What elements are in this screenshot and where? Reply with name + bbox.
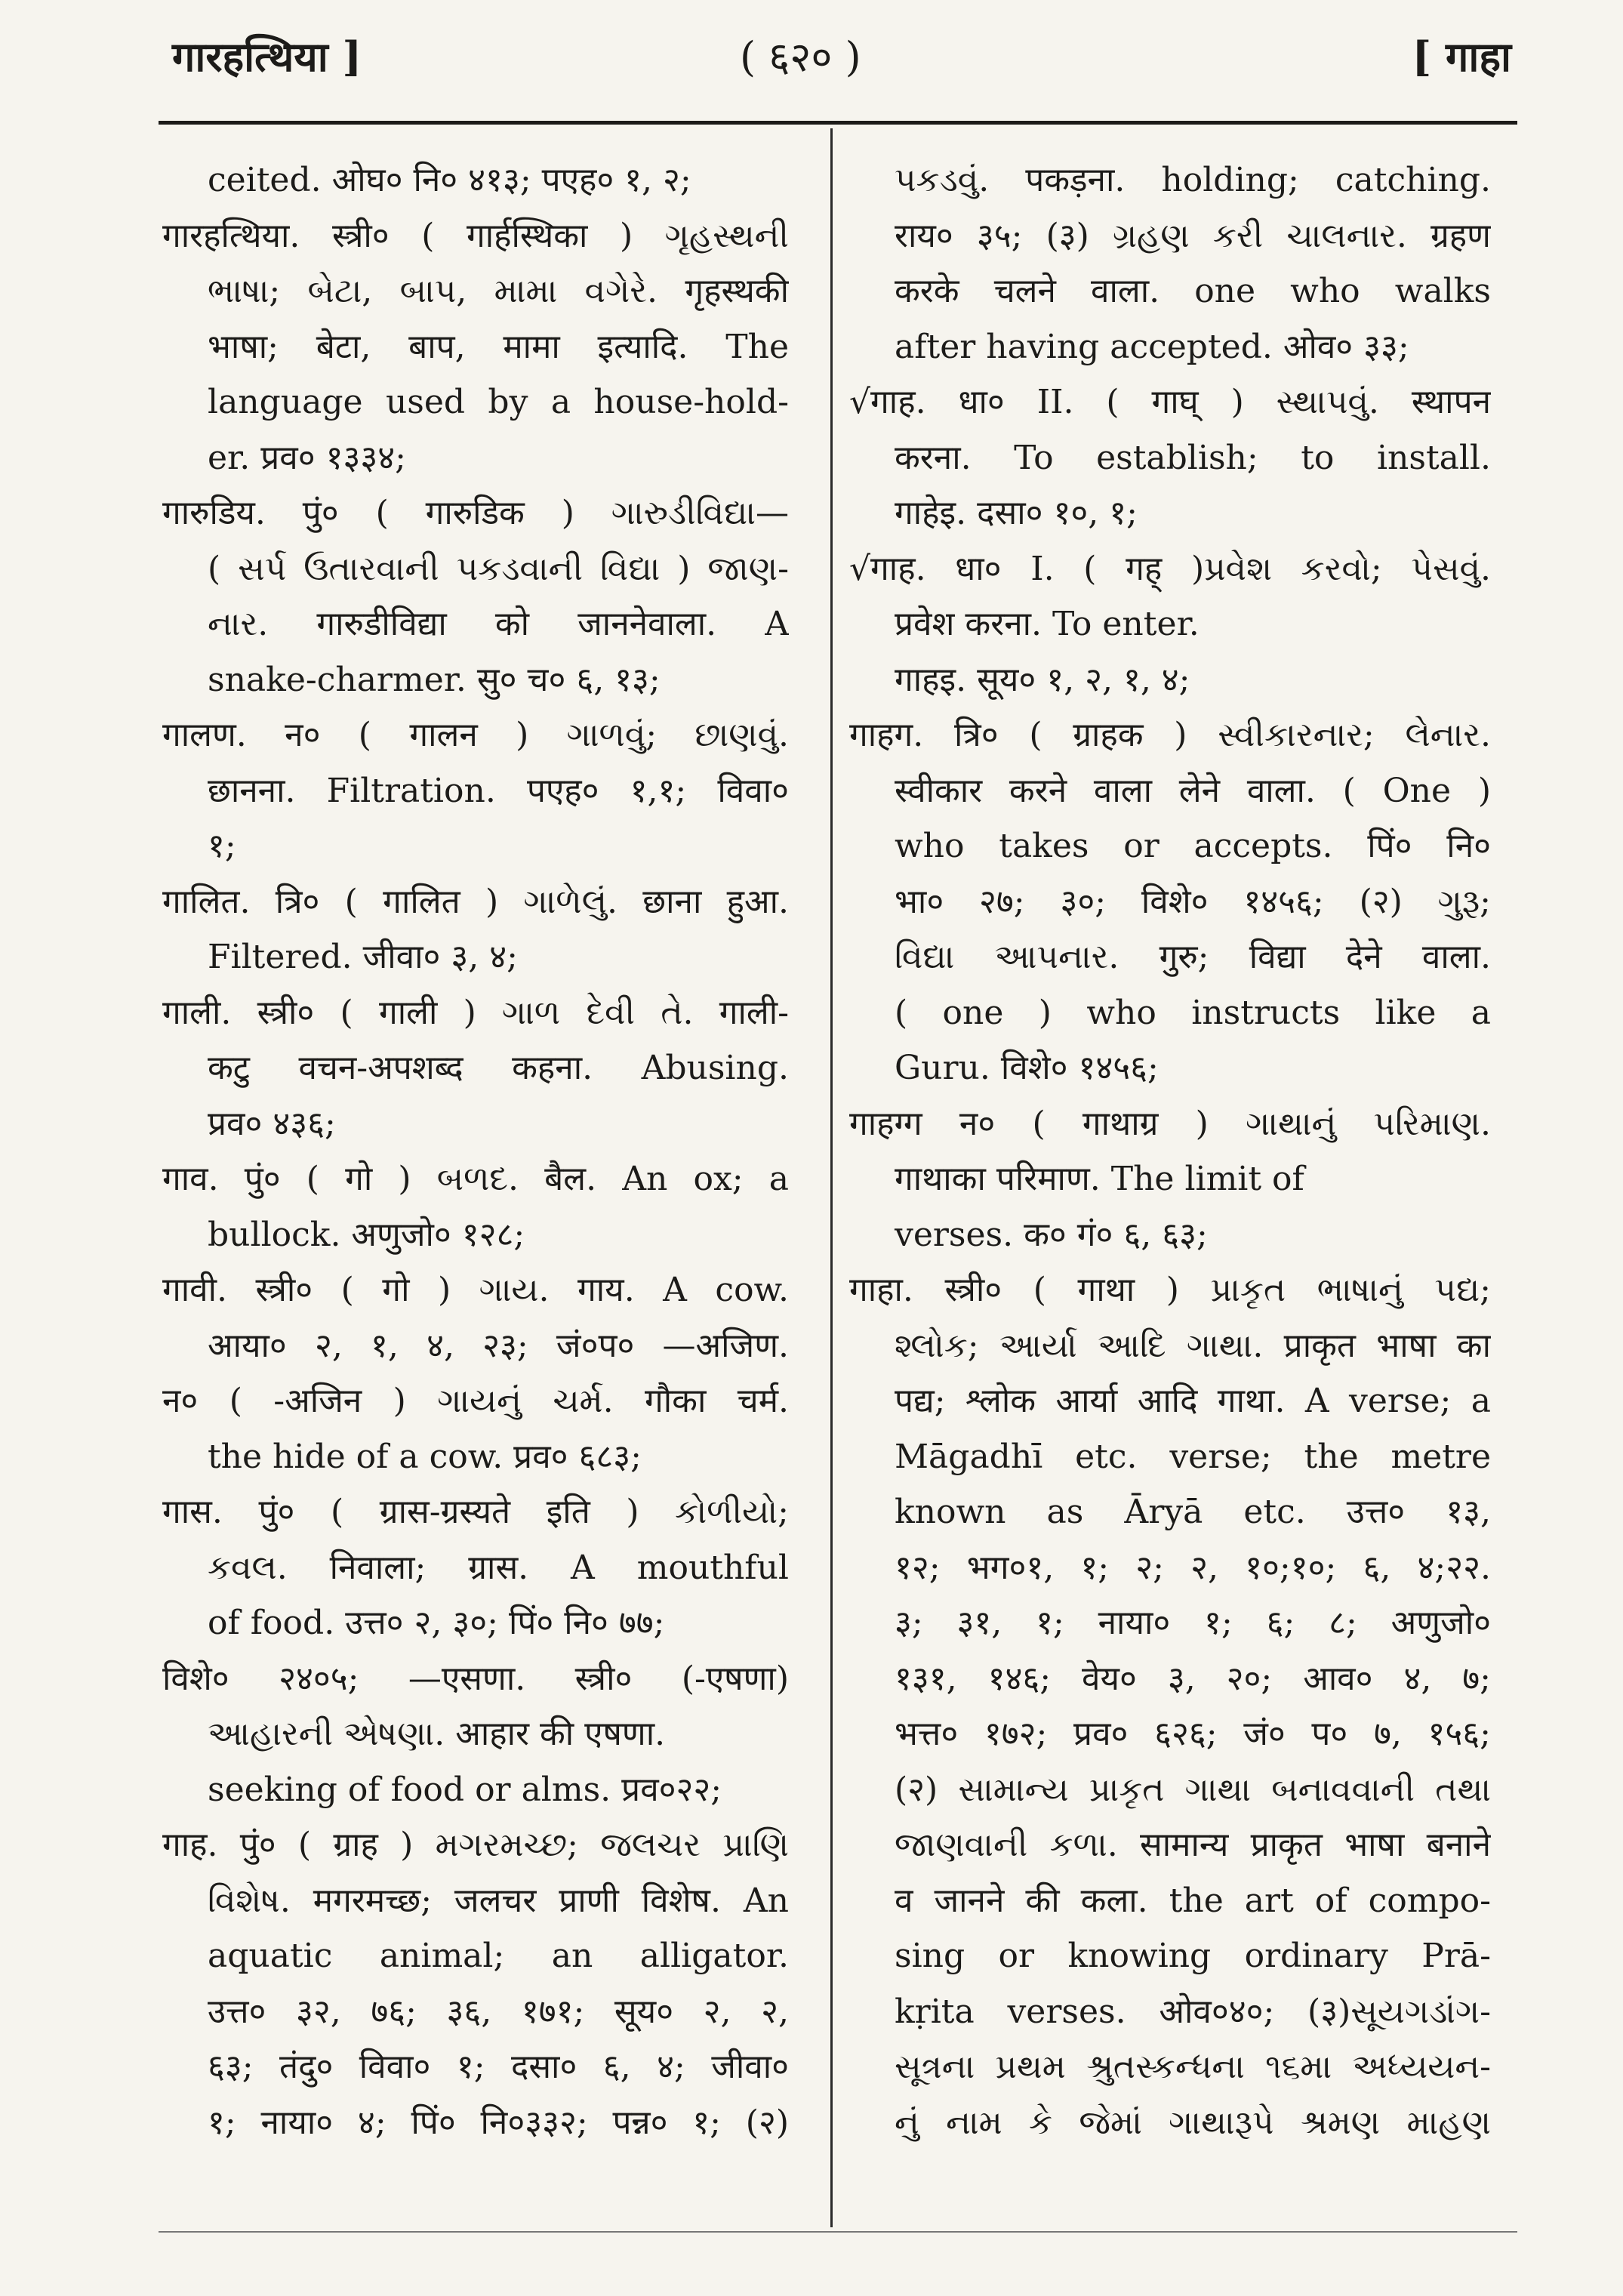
text-line: language used by a house-hold- [208, 383, 789, 421]
text-line: पद्य; श्लोक आर्या आदि गाथा. A verse; a [895, 1382, 1491, 1420]
text-line: વિશેષ. मगरमच्छ; जलचर प्राणी विशेष. An [208, 1881, 789, 1920]
text-line: गाली. स्त्री० ( गाली ) ગાળ દેવી તે. गाली- [162, 993, 789, 1032]
text-line: √गाह. धा० II. ( गाघ् ) સ્થાપવું. स्थापन [849, 383, 1491, 421]
text-line: गाहइ. सूय० १, २, १, ४; [895, 660, 1190, 699]
text-line: ( one ) who instructs like a [895, 993, 1491, 1032]
text-line: Filtered. जीवा० ३, ४; [208, 938, 518, 976]
text-line: ceited. ओघ० नि० ४१३; पएह० १, २; [208, 161, 691, 199]
text-line: Māgadhī etc. verse; the metre [895, 1437, 1491, 1476]
text-line: राय० ३५; (३) ગ્રહણ કરી ચાલનાર. ग्रहण [895, 216, 1491, 255]
text-line: गारहत्थिया. स्त्री० ( गार्हस्थिका ) ગૃહસ્થની [162, 216, 789, 255]
text-line: विशे० २४०५; —एसणा. स्त्री० (-एषणा) [162, 1659, 789, 1698]
text-line: bullock. अणुजो० १२८; [208, 1215, 525, 1254]
text-line: snake-charmer. सु० च० ६, १३; [208, 660, 661, 699]
text-line: गारुडिय. पुं० ( गारुडिक ) ગારુડીવિદ્યા— [162, 494, 789, 532]
footer-rule [159, 2231, 1517, 2233]
column-divider [830, 128, 833, 2227]
text-line: गाव. पुं० ( गो ) બળદ. बैल. An ox; a [162, 1160, 789, 1198]
text-line: गालित. त्रि० ( गालित ) ગાળેલું. छाना हुआ. [162, 882, 789, 921]
text-line: व जानने की कला. the art of compo- [895, 1881, 1491, 1920]
text-line: ६३; तंदु० विवा० १; दसा० ६, ४; जीवा० [208, 2048, 789, 2086]
text-line: भत्त० १७२; प्रव० ६२६; जं० प० ७, १५६; [895, 1715, 1491, 1753]
text-line: गास. पुं० ( ग्रास-ग्रस्यते इति ) કોળીયો; [162, 1493, 789, 1531]
running-head-right: [ गाहा [1412, 32, 1511, 81]
text-line: प्रव० ४३६; [208, 1104, 336, 1143]
text-line: स्वीकार करने वाला लेने वाला. ( One ) [895, 771, 1491, 810]
text-line: આહારની એષણા. आहार की एषणा. [208, 1715, 666, 1753]
text-line: નું નામ કે જેમાં ગાથારૂપે શ્રમણ માહણ [895, 2103, 1491, 2142]
text-line: १; [208, 827, 236, 865]
text-line: ( સર્પ ઉતારવાની પકડવાની વિદ્યા ) જાણ- [208, 549, 789, 588]
text-line: गाहेइ. दसा० १०, १; [895, 494, 1138, 532]
header-rule [159, 121, 1517, 125]
text-line: उत्त० ३२, ७६; ३६, १७१; सूय० २, २, [208, 1992, 789, 2031]
text-line: સૂત્રના પ્રથમ શ્રુતસ્કન્ધના ૧૬મા અધ્યયન- [895, 2048, 1491, 2086]
text-line: verses. क० गं० ६, ६३; [895, 1215, 1208, 1254]
running-head-left: गारहत्थिया ] [172, 32, 362, 81]
text-line: નાર. गारुडीविद्या को जाननेवाला. A [208, 605, 789, 643]
text-line: (२) સામાન્ય પ્રાકૃત ગાથા બનાવવાની તથા [895, 1770, 1491, 1809]
text-line: ભાષા; બેટા, બાપ, મામા વગેરે. गृहस्थकी [208, 272, 789, 310]
text-line: Guru. विशे० १४५६; [895, 1049, 1159, 1087]
text-line: गाथाका परिमाण. The limit of [895, 1160, 1304, 1198]
text-line: भाषा; बेटा, बाप, मामा इत्यादि. The [208, 327, 789, 366]
text-line: गावी. स्त्री० ( गो ) ગાય. गाय. A cow. [162, 1271, 789, 1309]
text-line: करना. To establish; to install. [895, 438, 1491, 477]
text-line: गाहग्ग न० ( गाथाग्र ) ગાથાનું પરિમાણ. [849, 1104, 1491, 1143]
text-line: भा० २७; ३०; विशे० १४५६; (२) ગુરૂ; [895, 882, 1491, 921]
text-line: of food. उत्त० २, ३०; पिं० नि० ७७; [208, 1604, 665, 1642]
right-column [849, 153, 1491, 2150]
text-line: કવલ. निवाला; ग्रास. A mouthful [208, 1548, 789, 1587]
text-line: who takes or accepts. पिं० नि० [895, 827, 1491, 865]
text-line: करके चलने वाला. one who walks [895, 272, 1491, 310]
text-line: प्रवेश करना. To enter. [895, 605, 1200, 643]
text-line: गालण. न० ( गालन ) ગાળવું; છાણવું. [162, 716, 789, 754]
text-line: गाहा. स्त्री० ( गाथा ) પ્રાકૃત ભાષાનું પદ્ય; [849, 1271, 1491, 1309]
text-line: વિદ્યા આપનાર. गुरु; विद्या देने वाला. [895, 938, 1491, 976]
text-line: आया० २, १, ४, २३; जं०प० —अजिण. [208, 1326, 789, 1365]
left-column [162, 153, 789, 2150]
text-line: the hide of a cow. प्रव० ६८३; [208, 1437, 642, 1476]
text-line: seeking of food or alms. प्रव०२२; [208, 1770, 722, 1809]
text-line: શ્લોક; આર્યા આદિ ગાથા. प्राकृत भाषा का [895, 1326, 1491, 1365]
text-line: ३; ३१, १; नाया० १; ६; ८; अणुजो० [895, 1604, 1491, 1642]
text-line: er. प्रव० १३३४; [208, 438, 406, 477]
text-line: छानना. Filtration. पएह० १,१; विवा० [208, 771, 789, 810]
text-line: १२; भग०१, १; २; २, १०;१०; ६, ४;२२. [895, 1548, 1491, 1587]
text-line: aquatic animal; an alligator. [208, 1937, 789, 1975]
text-line: after having accepted. ओव० ३३; [895, 327, 1409, 366]
text-line: known as Āryā etc. उत्त० १३, [895, 1493, 1491, 1531]
text-line: न० ( -अजिन ) ગાયનું ચર્મ. गौका चर्म. [162, 1382, 789, 1420]
text-line: sing or knowing ordinary Prā- [895, 1937, 1491, 1975]
text-line: गाह. पुं० ( ग्राह ) મગરમચ્છ; જલચર પ્રાણિ [162, 1826, 789, 1864]
text-line: પકડવું. पकड़ना. holding; catching. [895, 161, 1491, 199]
text-line: kṛita verses. ओव०४०; (३)સૂયગડાંગ- [895, 1992, 1491, 2031]
text-line: कटु वचन-अपशब्द कहना. Abusing. [208, 1049, 789, 1087]
text-line: गाहग. त्रि० ( ग्राहक ) સ્વીકારનાર; લેનાર. [849, 716, 1491, 754]
text-line: જાણવાની કળા. सामान्य प्राकृत भाषा बनाने [895, 1826, 1491, 1864]
page-number: ( ६२० ) [740, 33, 861, 81]
text-line: √गाह. धा० I. ( गह् )પ્રવેશ કરવો; પેસવું. [849, 549, 1491, 588]
text-line: १; नाया० ४; पिं० नि०३३२; पन्न० १; (२) [208, 2103, 789, 2142]
text-line: १३१, १४६; वेय० ३, २०; आव० ४, ७; [895, 1659, 1491, 1698]
